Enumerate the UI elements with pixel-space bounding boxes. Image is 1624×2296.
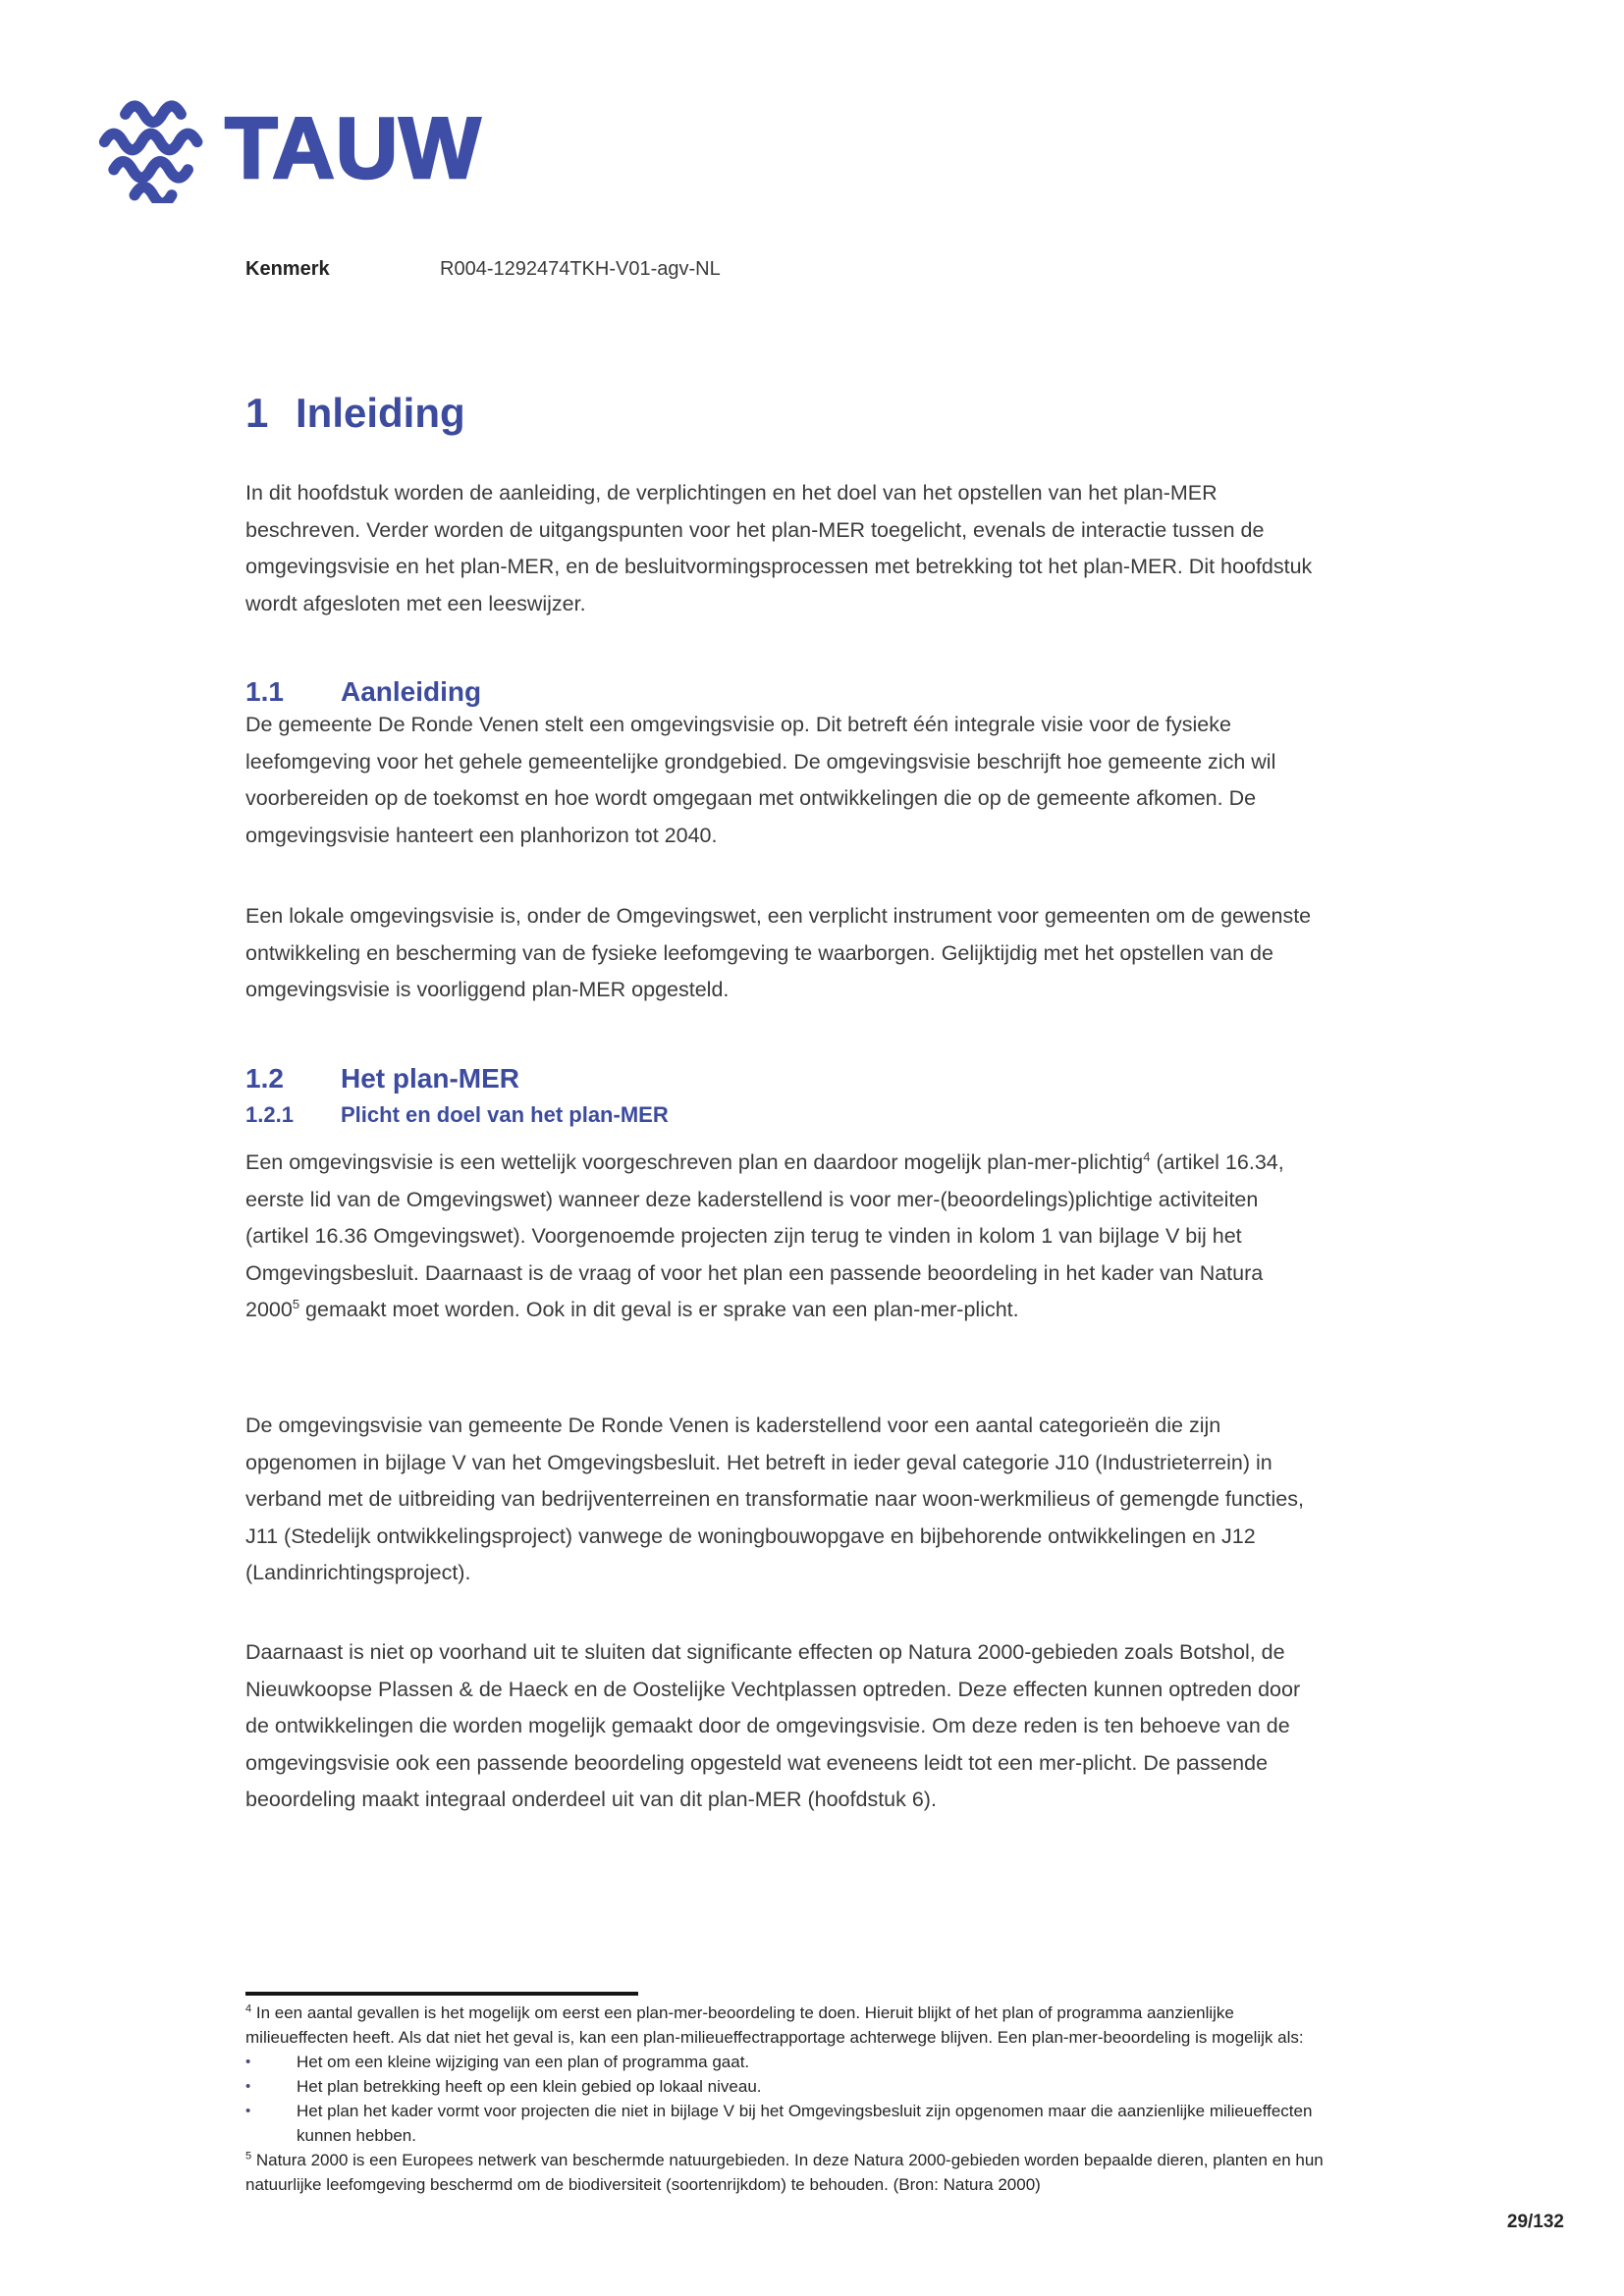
chapter-number: 1 (245, 390, 269, 436)
chapter-heading (245, 389, 465, 438)
footnote-5 (245, 2148, 1335, 2197)
footnote-4-bullet-1 (245, 2050, 1335, 2074)
section-1-1-paragraph-1: De gemeente De Ronde Venen stelt een omgevingsvisie op. Dit betreft één integrale visie voor de fysieke leefomgeving voor het gehele gemeentelijke grondgebied. De omgevingsvisie beschrijft hoe gemeente zich wil voorbereiden op de toekomst en hoe wordt omgegaan met ontwikkelingen die op de gemeente afkomen. De omgevingsvisie hanteert een planhorizon tot 2040. (245, 713, 1276, 847)
bullet-icon: • (245, 2078, 251, 2095)
bullet-text: Het om een kleine wijziging van een plan of programma gaat. (297, 2053, 750, 2071)
section-1-2-1-paragraph-3: Daarnaast is niet op voorhand uit te sluiten dat significante effecten op Natura 2000-gebieden zoals Botshol, de Nieuwkoopse Plassen & de Haeck en de Oostelijke Vechtplassen optreden. Deze effecten kunnen optreden door de ontwikkelingen die worden mogelijk gemaakt door de omgevingsvisie. Om deze reden is ten behoeve van de omgevingsvisie ook een passende beoordeling opgesteld wat eveneens leidt tot een mer-plicht. De passende beoordeling maakt integraal onderdeel uit van dit plan-MER (hoofdstuk 6). (245, 1640, 1301, 1811)
footnote-4-number: 4 (245, 2002, 252, 2015)
tauw-logo (93, 93, 481, 203)
chapter-title: Inleiding (296, 390, 465, 436)
section-1-2-1-heading (245, 1102, 669, 1128)
footnote-ref-4: 4 (1143, 1148, 1151, 1164)
page-number: 29/132 (1506, 2212, 1564, 2232)
section-1-2-1-paragraph-1 (245, 1145, 1321, 1329)
paragraph-text: Een omgevingsvisie is een wettelijk voorgeschreven plan en daardoor mogelijk plan-mer-plichtig (245, 1150, 1144, 1174)
tauw-waves-icon (93, 93, 213, 203)
section-1-1-title: Aanleiding (341, 676, 482, 707)
footnotes (245, 2001, 1335, 2197)
bullet-icon: • (245, 2103, 251, 2119)
section-1-2-heading (245, 1062, 519, 1095)
footnote-5-number: 5 (245, 2150, 252, 2163)
bullet-icon: • (245, 2054, 251, 2070)
footnote-ref-5: 5 (292, 1296, 300, 1311)
section-1-2-1-paragraph-2: De omgevingsvisie van gemeente De Ronde Venen is kaderstellend voor een aantal categorieën die zijn opgenomen in bijlage V van het Omgevingsbesluit. Het betreft in ieder geval categorie J10 (Industrieterrein) in verband met de uitbreiding van bedrijventerreinen en transformatie naar woon-werkmilieus of gemengde functies, J11 (Stedelijk ontwikkelingsproject) vanwege de woningbouwopgave en bijbehorende ontwikkelingen en J12 (Landinrichtingsproject). (245, 1414, 1304, 1584)
section-1-2-number: 1.2 (245, 1063, 284, 1094)
footnote-5-text: Natura 2000 is een Europees netwerk van beschermde natuurgebieden. In deze Natura 2000-gebieden worden bepaalde dieren, planten en hun natuurlijke leefomgeving beschermd om de biodiversiteit (soortenrijkdom) te behouden. (Bron: Natura 2000) (245, 2151, 1324, 2194)
tauw-wordmark: TAUW (225, 99, 482, 196)
section-1-2-1-title: Plicht en doel van het plan-MER (341, 1102, 669, 1127)
section-1-1-paragraph-2: Een lokale omgevingsvisie is, onder de Omgevingswet, een verplicht instrument voor gemeenten om de gewenste ontwikkeling en bescherming van de fysieke leefomgeving te waarborgen. Gelijktijdig met het opstellen van de omgevingsvisie is voorliggend plan-MER opgesteld. (245, 904, 1312, 1001)
bullet-text: Het plan het kader vormt voor projecten die niet in bijlage V bij het Omgevingsbesluit zijn opgenomen maar die aanzienlijke milieueffecten kunnen hebben. (297, 2102, 1313, 2145)
kenmerk-label: Kenmerk (245, 258, 330, 280)
footnote-separator (245, 1992, 638, 1996)
paragraph-text: gemaakt moet worden. Ook in dit geval is er sprake van een plan-mer-plicht. (299, 1298, 1019, 1321)
intro-paragraph: In dit hoofdstuk worden de aanleiding, de verplichtingen en het doel van het opstellen van het plan-MER beschreven. Verder worden de uitgangspunten voor het plan-MER toegelicht, evenals de interactie tussen de omgevingsvisie en het plan-MER, en de besluitvormingsprocessen met betrekking tot het plan-MER. Dit hoofdstuk wordt afgesloten met een leeswijzer. (245, 481, 1313, 615)
section-1-1-number: 1.1 (245, 676, 284, 707)
footnote-4 (245, 2001, 1335, 2050)
paragraph-text: (artikel 16.34, eerste lid van de Omgevingswet) wanneer deze kaderstellend is voor mer-(beoordelings)plichtige activiteiten (artikel 16.36 Omgevingswet). Voorgenoemde projecten zijn terug te vinden in kolom 1 van bijlage V bij het Omgevingsbesluit. Daarnaast is de vraag of voor het plan een passende beoordeling in het kader van Natura 2000 (245, 1150, 1284, 1321)
section-1-2-1-number: 1.2.1 (245, 1102, 294, 1127)
footnote-4-text: In een aantal gevallen is het mogelijk om eerst een plan-mer-beoordeling te doen. Hieruit blijkt of het plan of programma aanzienlijke milieueffecten heeft. Als dat niet het geval is, kan een plan-milieueffectrapportage achterwege blijven. Een plan-mer-beoordeling is mogelijk als: (245, 2003, 1304, 2047)
section-1-2-title: Het plan-MER (341, 1063, 519, 1094)
bullet-text: Het plan betrekking heeft op een klein gebied op lokaal niveau. (297, 2077, 762, 2096)
kenmerk-value: R004-1292474TKH-V01-agv-NL (440, 258, 721, 280)
footnote-4-bullet-2 (245, 2074, 1335, 2099)
section-1-1-heading (245, 675, 482, 709)
footnote-4-bullet-3 (245, 2099, 1335, 2148)
